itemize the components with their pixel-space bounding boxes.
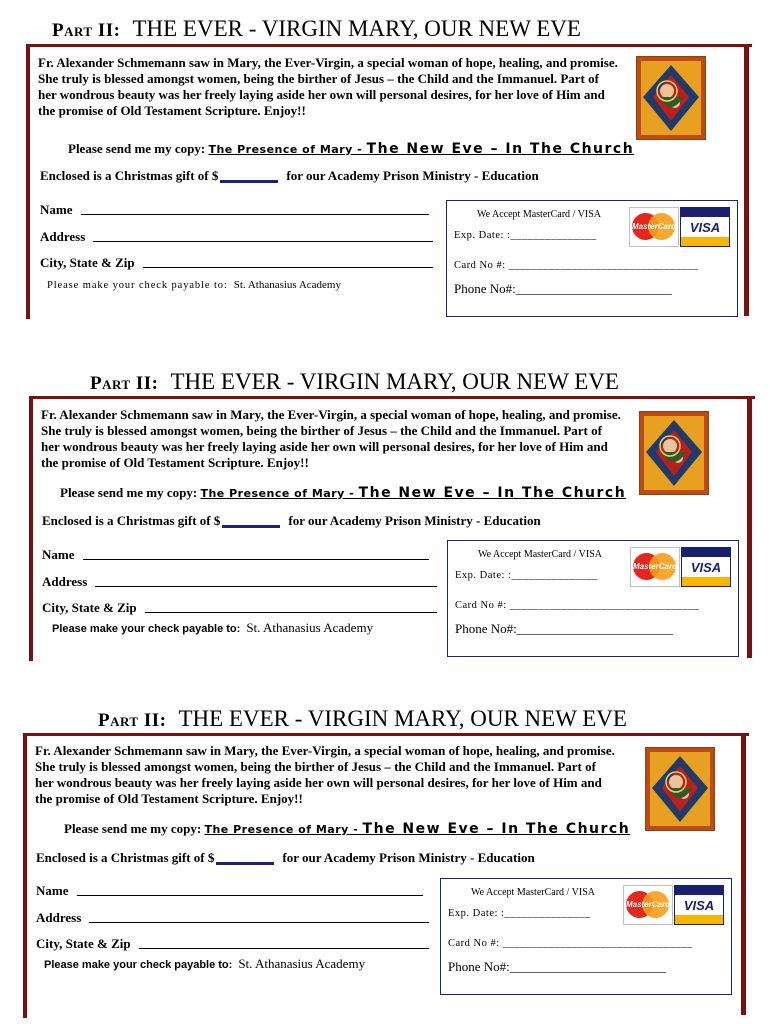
card-number-field[interactable]: Card No #: _________________________________ — [454, 260, 699, 271]
card-number-field[interactable]: Card No #: _________________________________ — [448, 938, 693, 949]
mastercard-text: MasterCard — [625, 900, 670, 909]
credit-card-box — [440, 878, 732, 995]
order-form-3 — [0, 683, 770, 1013]
exp-date-field[interactable]: Exp. Date: :_______________ — [455, 570, 598, 581]
gift-line — [36, 850, 535, 866]
mastercard-logo — [623, 885, 673, 925]
gift-line — [40, 168, 539, 184]
mastercard-text: MasterCard — [632, 562, 677, 571]
visa-logo — [674, 885, 724, 925]
send-copy-line — [60, 485, 626, 501]
city-label: City, State & Zip — [36, 936, 131, 951]
frame-right-bar — [747, 396, 752, 658]
credit-card-box — [446, 200, 738, 317]
form-heading — [98, 706, 627, 732]
phone-field[interactable]: Phone No#:________________________ — [448, 959, 666, 974]
name-field[interactable] — [40, 202, 429, 218]
name-label: Name — [40, 202, 73, 217]
gift-prefix: Enclosed is a Christmas gift of $ — [42, 513, 221, 528]
address-label: Address — [42, 574, 88, 589]
city-label: City, State & Zip — [42, 600, 137, 615]
book-title-a: The Presence of Mary - — [208, 143, 367, 156]
gift-suffix: for our Academy Prison Ministry - Education — [288, 513, 541, 528]
mastercard-logo — [630, 547, 680, 587]
intro-text: Fr. Alexander Schmemann saw in Mary, the Ever-Virgin, a special woman of hope, healing, and promise. She truly is blessed amongst women, being the birther of Jesus – the Child and the Immanuel. Part of her wondrous beauty was her freely laying aside her own will personal desires, for her love of Him and the promise of Old Testament Scripture. Enjoy!! — [35, 743, 615, 806]
address-label: Address — [36, 910, 82, 925]
visa-logo — [680, 207, 730, 247]
name-field[interactable] — [42, 547, 429, 563]
book-title-a: The Presence of Mary - — [204, 823, 363, 836]
gift-amount-field[interactable] — [216, 850, 274, 865]
city-line[interactable] — [143, 266, 433, 268]
icon-image — [645, 747, 715, 831]
gift-line — [42, 513, 541, 529]
form-title: THE EVER - VIRGIN MARY, OUR NEW EVE — [132, 16, 581, 41]
gift-suffix: for our Academy Prison Ministry - Education — [286, 168, 539, 183]
frame-right-bar — [741, 733, 746, 1015]
book-title — [208, 143, 634, 156]
book-title — [204, 823, 630, 836]
city-state-zip-field[interactable] — [42, 600, 437, 616]
intro-text: Fr. Alexander Schmemann saw in Mary, the Ever-Virgin, a special woman of hope, healing, and promise. She truly is blessed amongst women, being the birther of Jesus – the Child and the Immanuel. Part of her wondrous beauty was her freely laying aside her own will personal desires, for her love of Him and the promise of Old Testament Scripture. Enjoy!! — [38, 55, 618, 118]
payable-value: St. Athanasius Academy — [238, 956, 366, 971]
name-line[interactable] — [81, 213, 429, 215]
phone-field[interactable]: Phone No#:________________________ — [454, 281, 672, 296]
visa-text: VISA — [683, 898, 715, 913]
gift-amount-field[interactable] — [220, 168, 278, 183]
address-label: Address — [40, 229, 86, 244]
icon-image — [639, 411, 709, 495]
city-state-zip-field[interactable] — [36, 936, 429, 952]
part-label: Part II: — [98, 710, 167, 731]
visa-logo — [681, 547, 731, 587]
accept-cards-label: We Accept MasterCard / VISA — [478, 549, 602, 560]
gift-amount-field[interactable] — [222, 513, 280, 528]
part-label: Part II: — [90, 373, 159, 394]
payable-value: St. Athanasius Academy — [233, 279, 341, 291]
address-line[interactable] — [89, 921, 429, 923]
phone-field[interactable]: Phone No#:________________________ — [455, 621, 673, 636]
book-title-a: The Presence of Mary - — [200, 487, 359, 500]
payable-line — [47, 279, 341, 291]
frame-right-bar — [744, 44, 749, 316]
form-title: THE EVER - VIRGIN MARY, OUR NEW EVE — [178, 706, 627, 731]
address-field[interactable] — [40, 229, 433, 245]
visa-text: VISA — [689, 220, 721, 235]
address-line[interactable] — [93, 240, 433, 242]
send-prefix: Please send me my copy: — [60, 485, 198, 500]
city-label: City, State & Zip — [40, 255, 135, 270]
send-copy-line — [68, 141, 634, 157]
icon-image — [636, 56, 706, 140]
mastercard-logo — [629, 207, 679, 247]
gift-prefix: Enclosed is a Christmas gift of $ — [36, 850, 215, 865]
city-state-zip-field[interactable] — [40, 255, 433, 271]
city-line[interactable] — [139, 947, 429, 949]
address-field[interactable] — [36, 910, 429, 926]
name-line[interactable] — [77, 894, 423, 896]
payable-label: Please make your check payable to: — [44, 959, 233, 971]
part-label: Part II: — [52, 20, 121, 41]
credit-card-box — [447, 540, 739, 657]
form-title: THE EVER - VIRGIN MARY, OUR NEW EVE — [170, 369, 619, 394]
address-line[interactable] — [95, 585, 437, 587]
name-line[interactable] — [83, 558, 429, 560]
gift-suffix: for our Academy Prison Ministry - Education — [282, 850, 535, 865]
book-title-b: The New Eve – In The Church — [358, 485, 627, 501]
order-form-1 — [0, 0, 770, 330]
address-field[interactable] — [42, 574, 437, 590]
payable-line — [52, 620, 373, 636]
form-heading — [52, 16, 581, 42]
payable-line — [44, 956, 365, 972]
form-heading — [90, 369, 619, 395]
payable-label: Please make your check payable to: — [47, 280, 228, 291]
name-label: Name — [42, 547, 75, 562]
intro-text: Fr. Alexander Schmemann saw in Mary, the Ever-Virgin, a special woman of hope, healing, and promise. She truly is blessed amongst women, being the birther of Jesus – the Child and the Immanuel. Part of her wondrous beauty was her freely laying aside her own will personal desires, for her love of Him and the promise of Old Testament Scripture. Enjoy!! — [41, 407, 621, 470]
payable-label: Please make your check payable to: — [52, 623, 241, 635]
visa-text: VISA — [690, 560, 722, 575]
send-prefix: Please send me my copy: — [64, 821, 202, 836]
send-copy-line — [64, 821, 630, 837]
book-title-b: The New Eve – In The Church — [366, 141, 635, 157]
book-title — [200, 487, 626, 500]
send-prefix: Please send me my copy: — [68, 141, 206, 156]
gift-prefix: Enclosed is a Christmas gift of $ — [40, 168, 219, 183]
book-title-b: The New Eve – In The Church — [362, 821, 631, 837]
payable-value: St. Athanasius Academy — [246, 620, 374, 635]
card-number-field[interactable]: Card No #: _________________________________ — [455, 600, 700, 611]
city-line[interactable] — [145, 611, 437, 613]
mastercard-text: MasterCard — [631, 222, 676, 231]
name-label: Name — [36, 883, 69, 898]
order-form-2 — [0, 345, 770, 675]
exp-date-field[interactable]: Exp. Date: :_______________ — [448, 908, 591, 919]
accept-cards-label: We Accept MasterCard / VISA — [477, 209, 601, 220]
accept-cards-label: We Accept MasterCard / VISA — [471, 887, 595, 898]
name-field[interactable] — [36, 883, 423, 899]
exp-date-field[interactable]: Exp. Date: :_______________ — [454, 230, 597, 241]
